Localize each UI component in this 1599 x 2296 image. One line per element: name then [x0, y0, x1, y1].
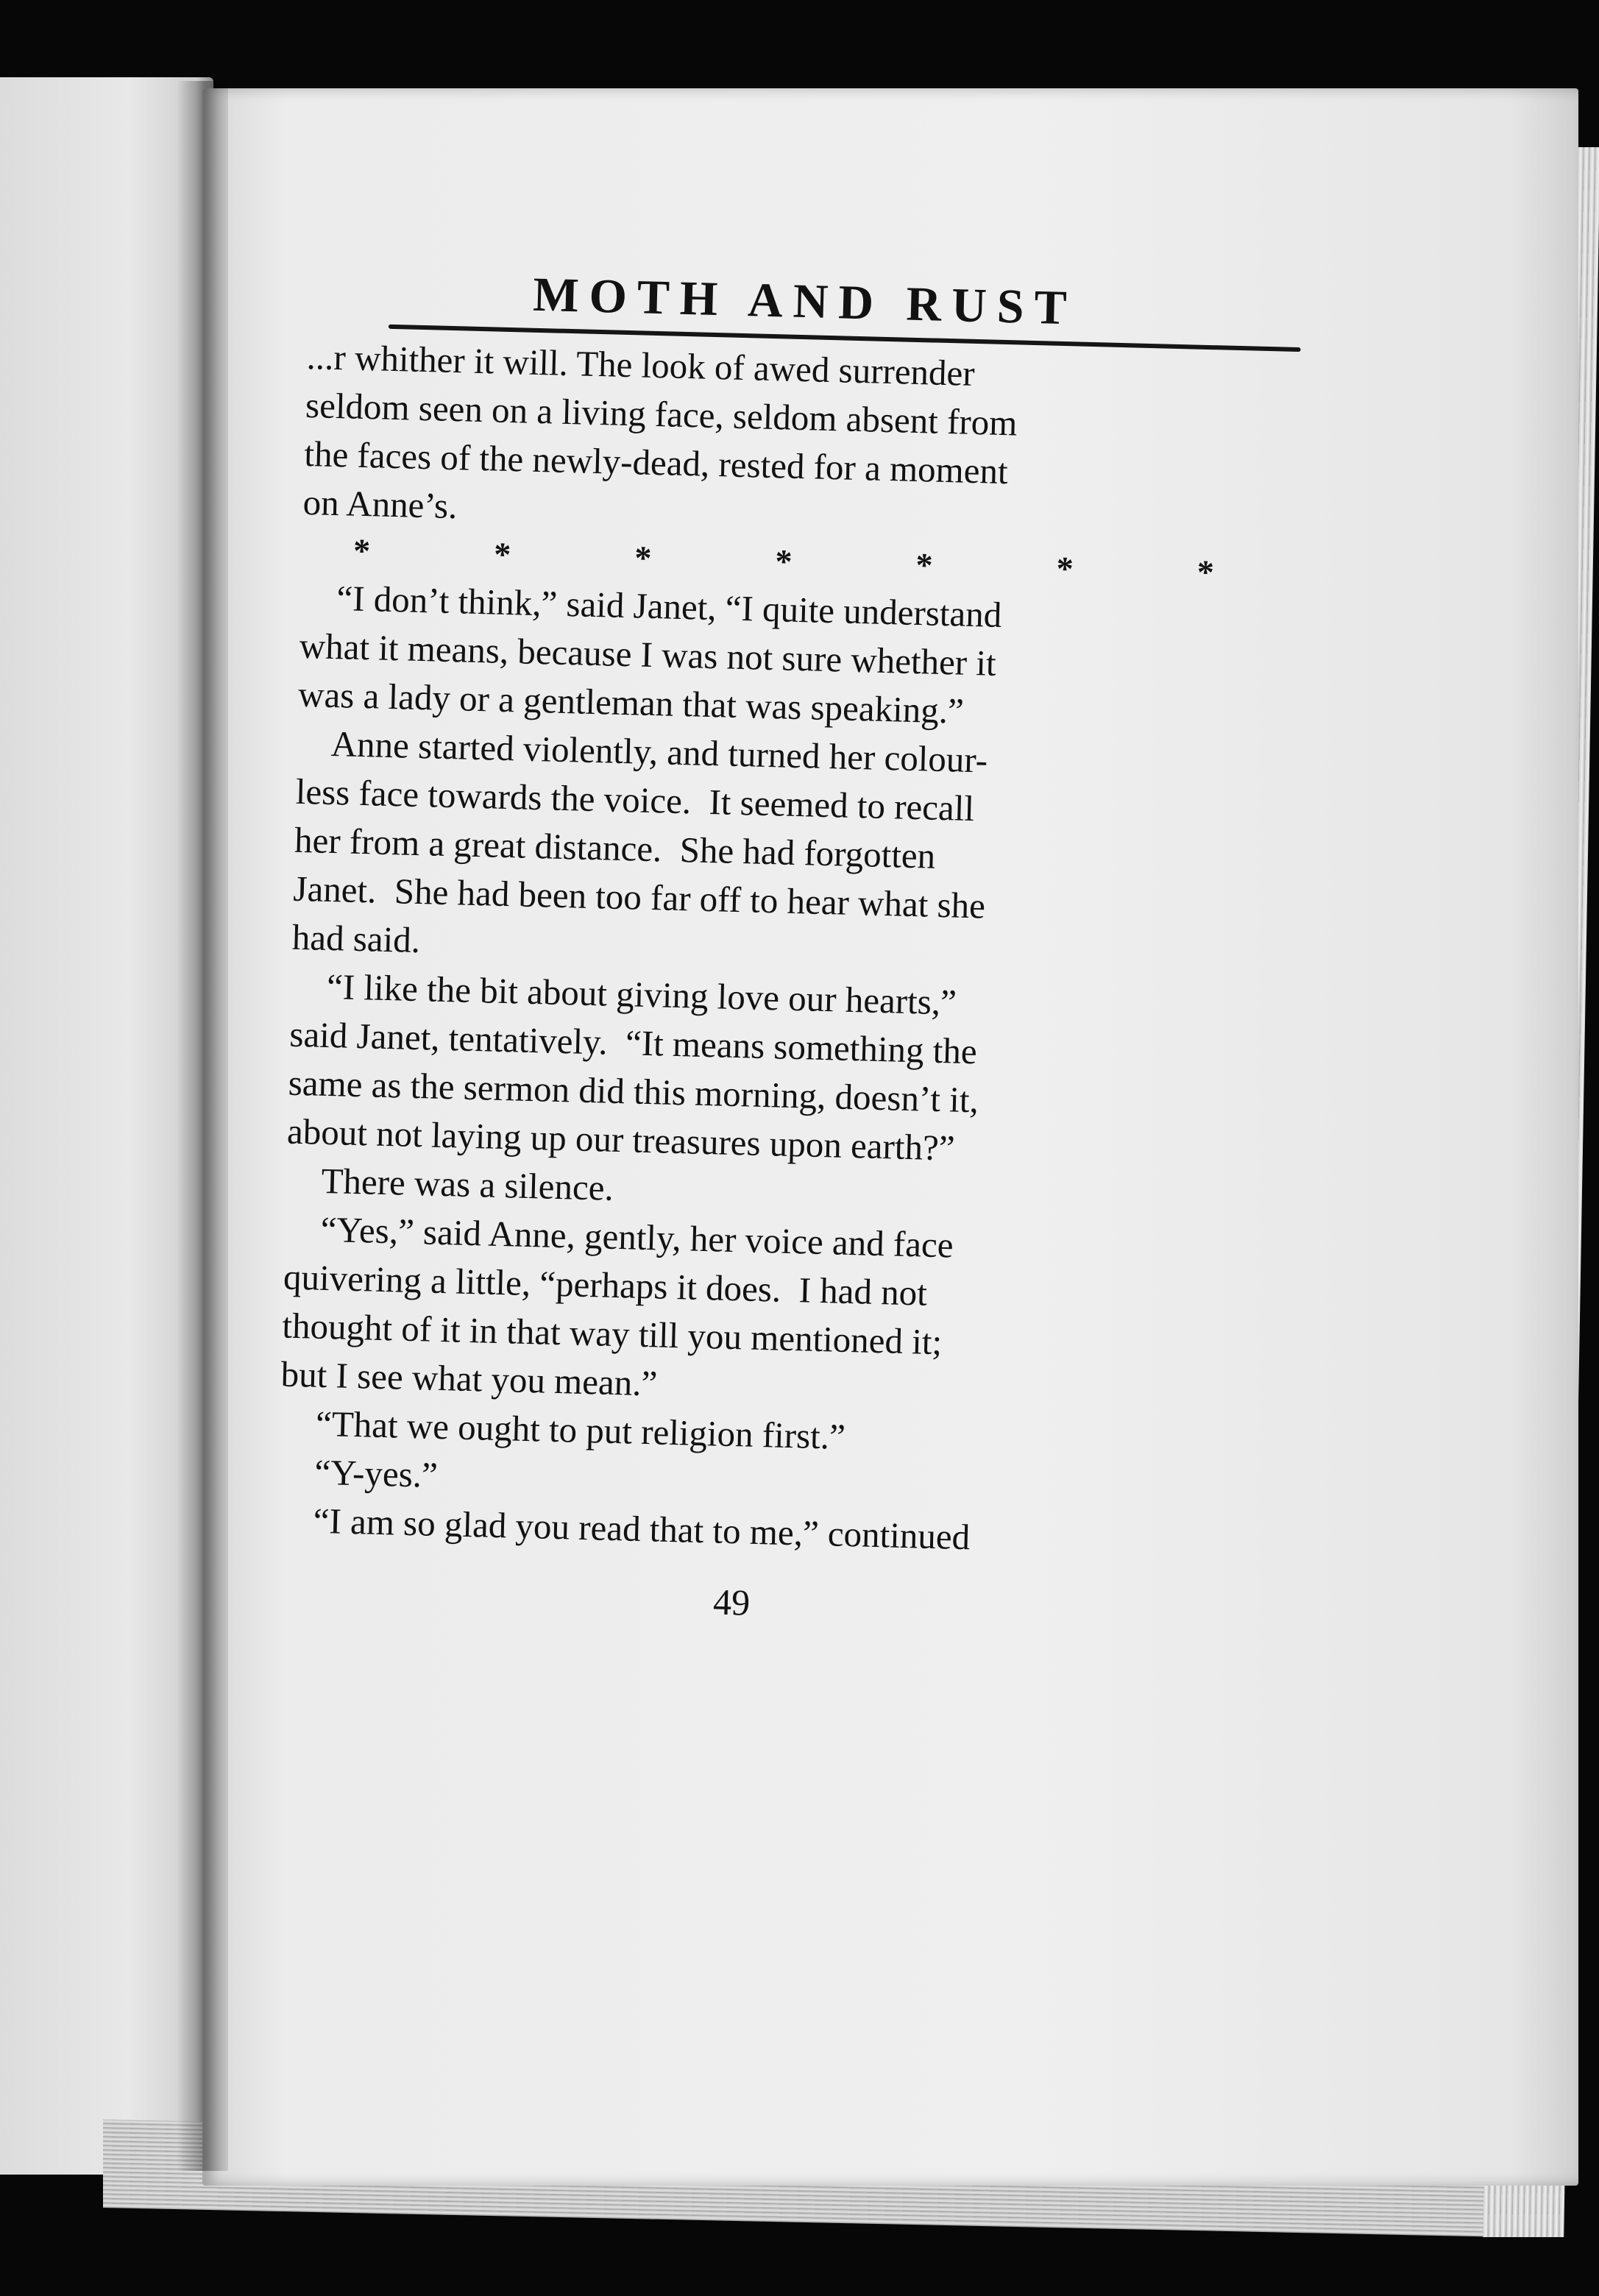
- asterisk: *: [1056, 549, 1074, 588]
- text-line: “I am so glad you read that to me,” continued: [277, 1499, 971, 1558]
- text-line: Janet. She had been too far off to hear what she: [292, 868, 986, 926]
- text-line: what it means, because I was not sure whether it: [299, 625, 997, 684]
- page-text: [275, 265, 1251, 1636]
- text-line: quivering a little, “perhaps it does. I had not: [283, 1256, 928, 1314]
- text-line: “That we ought to put religion first.”: [279, 1402, 846, 1457]
- text-line: “I like the bit about giving love our hearts,”: [290, 965, 957, 1023]
- text-line: seldom seen on a living face, seldom absent from: [305, 384, 1018, 444]
- page-number: 49: [712, 1581, 751, 1623]
- asterisk: *: [352, 531, 371, 570]
- text-line: was a lady or a gentleman that was speaking.”: [297, 673, 965, 731]
- text-line: said Janet, tentatively. “It means something the: [288, 1013, 978, 1072]
- asterisk: *: [774, 542, 793, 581]
- text-line: less face towards the voice. It seemed to recall: [295, 770, 975, 829]
- gutter-shadow: [177, 81, 228, 2171]
- text-line: “I don’t think,” said Janet, “I quite understand: [299, 576, 1002, 635]
- text-line: on Anne’s.: [302, 481, 458, 527]
- asterisk: *: [493, 535, 511, 574]
- text-line: ...r whither it will. The look of awed surrender: [306, 336, 976, 394]
- running-head: MOTH AND RUST: [532, 267, 1078, 336]
- body-text-continued: [277, 573, 1243, 1568]
- asterisk: *: [634, 539, 653, 577]
- text-line: “Yes,” said Anne, gently, her voice and face: [284, 1208, 954, 1266]
- asterisk: *: [915, 546, 934, 584]
- text-line: about not laying up our treasures upon earth?”: [286, 1110, 956, 1169]
- text-line: thought of it in that way till you mentioned it;: [281, 1305, 943, 1363]
- text-line: “Y-yes.”: [277, 1450, 439, 1495]
- text-line: There was a silence.: [285, 1159, 614, 1208]
- text-line: her from a great distance. She had forgotten: [294, 819, 936, 876]
- text-line: the faces of the newly-dead, rested for a moment: [303, 433, 1009, 492]
- text-line: had said.: [291, 916, 421, 961]
- text-line: same as the sermon did this morning, doesn’t it,: [288, 1062, 979, 1121]
- asterisk: *: [1196, 553, 1215, 592]
- text-line: Anne started violently, and turned her colour-: [296, 722, 988, 781]
- body-text: [302, 333, 1249, 550]
- text-line: but I see what you mean.”: [280, 1353, 658, 1404]
